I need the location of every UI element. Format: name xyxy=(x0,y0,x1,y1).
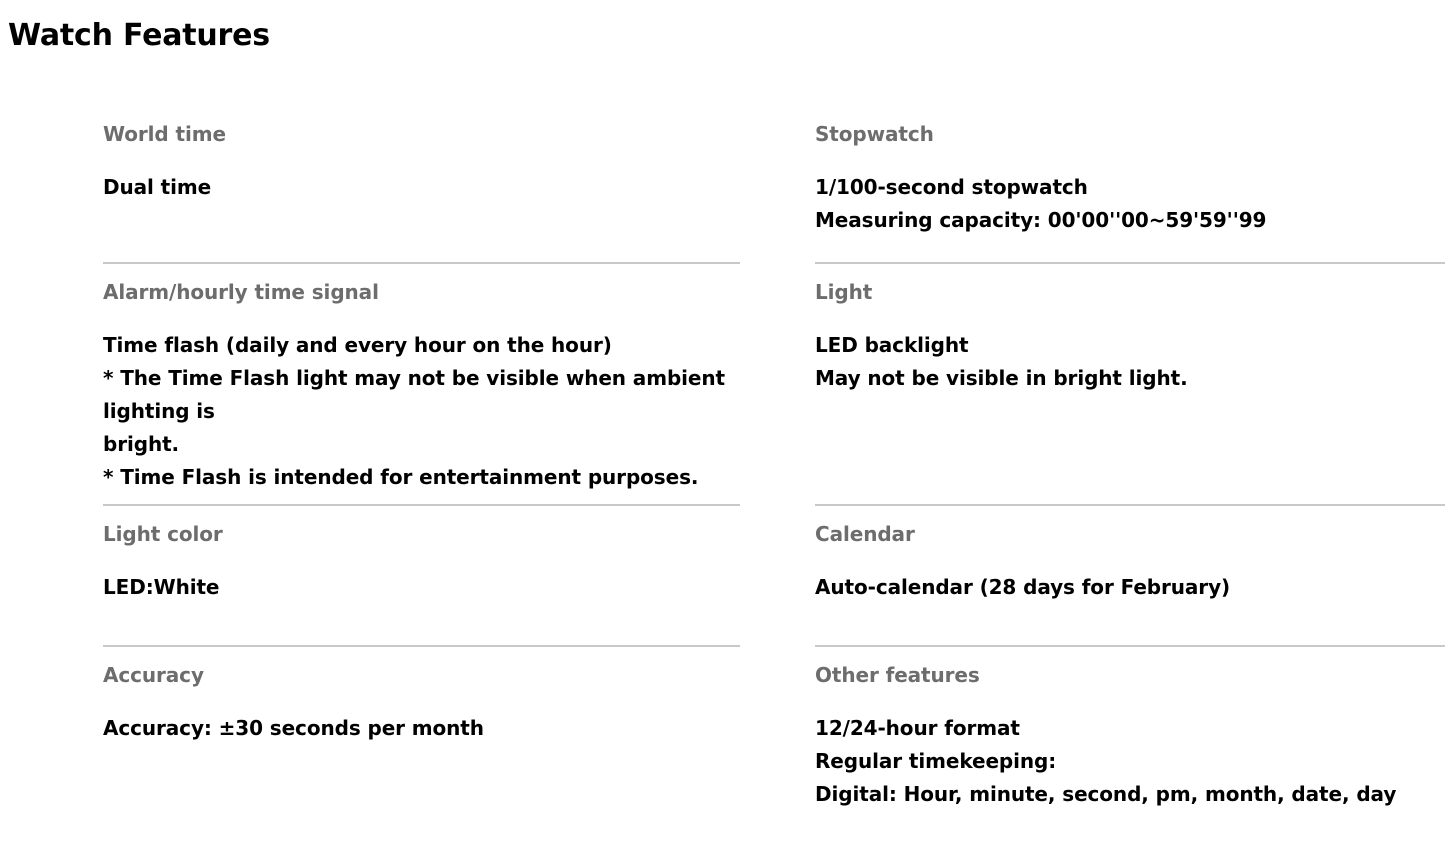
feature-label: World time xyxy=(103,122,226,146)
feature-stopwatch xyxy=(815,106,1445,264)
feature-label: Light xyxy=(815,280,873,304)
feature-value: 12/24-hour format xyxy=(815,716,1020,740)
feature-value: * The Time Flash light may not be visible when ambient lighting is xyxy=(103,366,725,423)
feature-value: Time flash (daily and every hour on the hour) xyxy=(103,333,612,357)
feature-value: Regular timekeeping: xyxy=(815,749,1057,773)
feature-light-color xyxy=(103,506,740,647)
feature-values xyxy=(815,171,1445,263)
feature-calendar xyxy=(815,506,1445,647)
features-grid xyxy=(103,106,1445,843)
feature-world-time xyxy=(103,106,740,264)
feature-value: Accuracy: ±30 seconds per month xyxy=(103,716,484,740)
feature-values xyxy=(103,571,740,630)
feature-value: Digital: Hour, minute, second, pm, month, date, day xyxy=(815,782,1397,806)
feature-values xyxy=(815,329,1445,421)
feature-values xyxy=(103,712,740,771)
feature-label: Stopwatch xyxy=(815,122,934,146)
page-title: Watch Features xyxy=(8,18,270,53)
feature-values xyxy=(103,171,740,230)
feature-value: 1/100-second stopwatch xyxy=(815,175,1088,199)
feature-light xyxy=(815,264,1445,506)
feature-value: Auto-calendar (28 days for February) xyxy=(815,575,1231,599)
feature-value: bright. xyxy=(103,432,180,456)
feature-values xyxy=(815,712,1445,837)
feature-value: * Time Flash is intended for entertainment purposes. xyxy=(103,465,699,489)
feature-label: Light color xyxy=(103,522,223,546)
feature-value: Dual time xyxy=(103,175,212,199)
feature-values xyxy=(815,571,1445,630)
feature-value: May not be visible in bright light. xyxy=(815,366,1188,390)
feature-label: Calendar xyxy=(815,522,915,546)
feature-label: Accuracy xyxy=(103,663,204,687)
feature-value: LED backlight xyxy=(815,333,969,357)
feature-values xyxy=(103,329,740,520)
feature-value: LED:White xyxy=(103,575,220,599)
feature-value: Measuring capacity: 00'00''00~59'59''99 xyxy=(815,208,1267,232)
feature-alarm-hourly-time-signal xyxy=(103,264,740,506)
feature-label: Alarm/hourly time signal xyxy=(103,280,379,304)
feature-label: Other features xyxy=(815,663,980,687)
feature-accuracy xyxy=(103,647,740,843)
feature-other-features xyxy=(815,647,1445,843)
